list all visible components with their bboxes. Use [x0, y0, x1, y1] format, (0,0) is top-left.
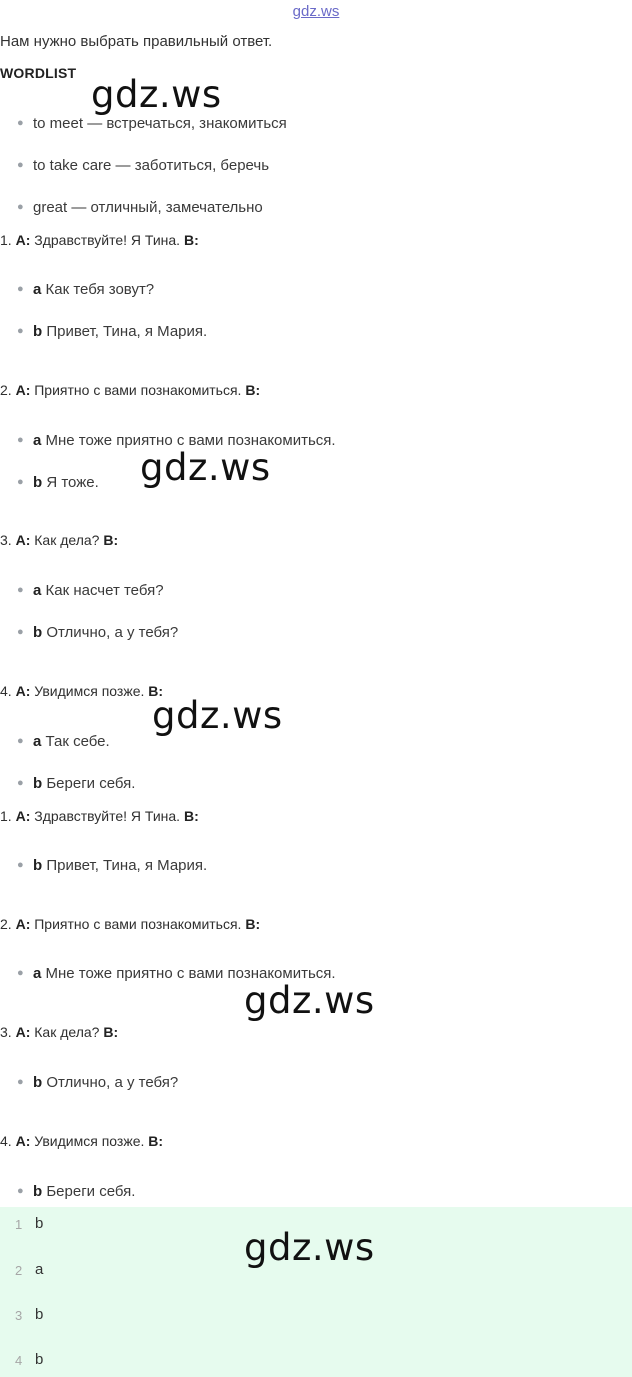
- option-item: ● a Так себе.: [17, 733, 110, 750]
- solution-option: ● b Отлично, а у тебя?: [17, 1074, 179, 1091]
- question-1: 1. A: Здравствуйте! Я Тина. B:: [0, 232, 199, 248]
- solution-option: ● a Мне тоже приятно с вами познакомиться.: [17, 965, 336, 982]
- bullet-icon: ●: [17, 325, 24, 337]
- bullet-icon: ●: [17, 584, 24, 596]
- answer-number: 1: [15, 1217, 23, 1232]
- option-item: ● b Я тоже.: [17, 474, 99, 491]
- site-link[interactable]: gdz.ws: [292, 3, 340, 20]
- option-item: ● b Отлично, а у тебя?: [17, 624, 179, 641]
- bullet-icon: ●: [17, 859, 24, 871]
- answer-number: 2: [15, 1263, 23, 1278]
- question-2: 2. A: Приятно с вами познакомиться. B:: [0, 382, 261, 398]
- solution-question-4: 4. A: Увидимся позже. B:: [0, 1133, 164, 1149]
- bullet-icon: ●: [17, 735, 24, 747]
- solution-question-2: 2. A: Приятно с вами познакомиться. B:: [0, 916, 261, 932]
- bullet-icon: ●: [17, 967, 24, 979]
- solution-option: ● b Привет, Тина, я Мария.: [17, 857, 208, 874]
- bullet-icon: ●: [17, 117, 24, 129]
- solution-option: ● b Береги себя.: [17, 1183, 136, 1200]
- question-4: 4. A: Увидимся позже. B:: [0, 683, 164, 699]
- answer-value: a: [35, 1261, 44, 1278]
- bullet-icon: ●: [17, 434, 24, 446]
- answer-value: b: [35, 1351, 44, 1368]
- watermark: gdz.ws: [152, 694, 283, 737]
- answer-value: b: [35, 1306, 44, 1323]
- answer-value: b: [35, 1215, 44, 1232]
- wordlist-heading: WORDLIST: [0, 65, 77, 81]
- option-item: ● a Как насчет тебя?: [17, 582, 164, 599]
- solution-question-1: 1. A: Здравствуйте! Я Тина. B:: [0, 808, 199, 824]
- option-item: ● a Как тебя зовут?: [17, 281, 155, 298]
- bullet-icon: ●: [17, 777, 24, 789]
- option-item: ● b Привет, Тина, я Мария.: [17, 323, 208, 340]
- option-item: ● b Береги себя.: [17, 775, 136, 792]
- wordlist-item: ● to take care — заботиться, беречь: [17, 157, 270, 174]
- answer-number: 3: [15, 1308, 23, 1323]
- wordlist-item: ● great — отличный, замечательно: [17, 199, 263, 216]
- question-3: 3. A: Как дела? B:: [0, 532, 119, 548]
- bullet-icon: ●: [17, 1076, 24, 1088]
- watermark: gdz.ws: [140, 446, 271, 489]
- answer-number: 4: [15, 1353, 23, 1368]
- bullet-icon: ●: [17, 1185, 24, 1197]
- option-item: ● a Мне тоже приятно с вами познакомиться.: [17, 432, 336, 449]
- watermark: gdz.ws: [244, 979, 375, 1022]
- bullet-icon: ●: [17, 626, 24, 638]
- watermark: gdz.ws: [244, 1226, 375, 1269]
- bullet-icon: ●: [17, 159, 24, 171]
- intro-text: Нам нужно выбрать правильный ответ.: [0, 33, 273, 50]
- wordlist-item: ● to meet — встречаться, знакомиться: [17, 115, 287, 132]
- bullet-icon: ●: [17, 476, 24, 488]
- bullet-icon: ●: [17, 283, 24, 295]
- solution-question-3: 3. A: Как дела? B:: [0, 1024, 119, 1040]
- bullet-icon: ●: [17, 201, 24, 213]
- watermark: gdz.ws: [91, 73, 222, 116]
